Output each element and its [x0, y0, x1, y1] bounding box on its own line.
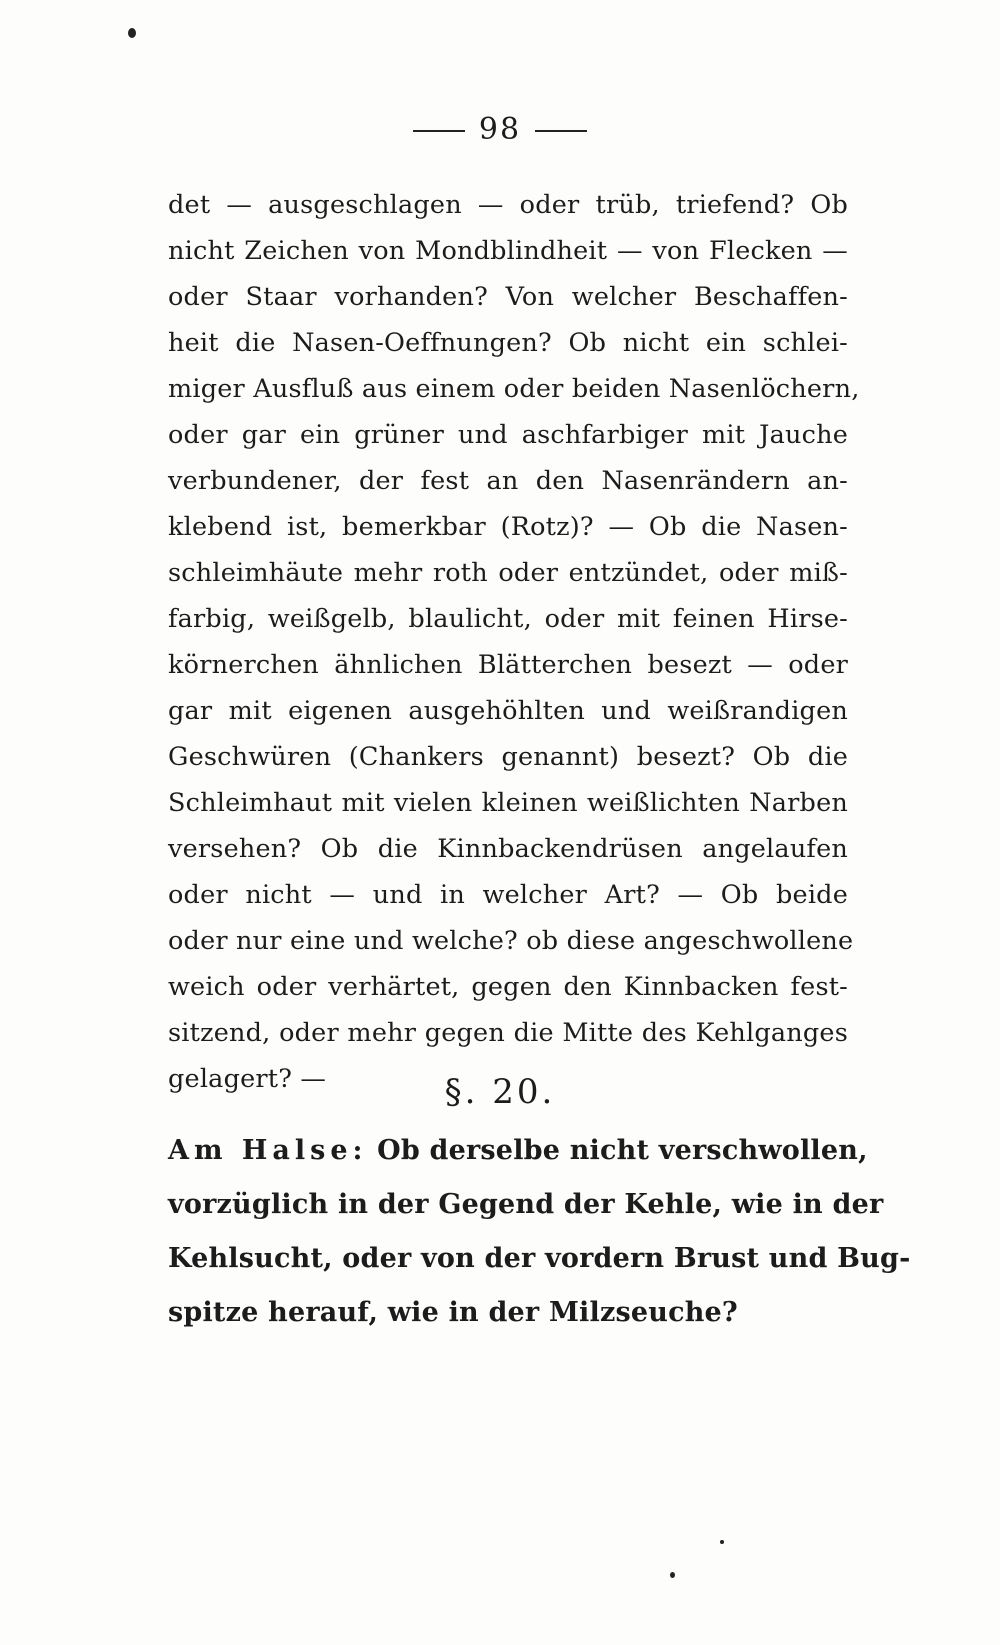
- text-line: miger Ausfluß aus einem oder beiden Nasenlöchern,: [168, 374, 860, 404]
- text-line: Schleimhaut mit vielen kleinen weißlichten Narben: [168, 788, 848, 818]
- paragraph-1: [168, 182, 860, 1102]
- section-heading: §. 20.: [444, 1072, 556, 1112]
- text-line: nicht Zeichen von Mondblindheit — von Flecken —: [168, 236, 848, 266]
- text-line: det — ausgeschlagen — oder trüb, triefend? Ob: [168, 190, 848, 220]
- dash-left: [413, 130, 465, 132]
- text-line: Kehlsucht, oder von der vordern Brust und Bug-: [168, 1243, 911, 1274]
- text-line: gar mit eigenen ausgehöhlten und weißrandigen: [168, 696, 848, 726]
- text-line: versehen? Ob die Kinnbackendrüsen angelaufen: [168, 834, 848, 864]
- text-line: oder Staar vorhanden? Von welcher Beschaffen-: [168, 282, 848, 312]
- text-line: gelagert? —: [168, 1064, 327, 1094]
- text-line: verbundener, der fest an den Nasenrändern an-: [168, 466, 848, 496]
- text-line: körnerchen ähnlichen Blätterchen besezt — oder: [168, 650, 848, 680]
- text-line: farbig, weißgelb, blaulicht, oder mit feinen Hirse-: [168, 604, 848, 634]
- paragraph-2: [168, 1124, 911, 1340]
- dash-right: [535, 130, 587, 132]
- text-line: oder nicht — und in welcher Art? — Ob beide: [168, 880, 848, 910]
- lead-phrase: Am Halse:: [168, 1135, 368, 1166]
- text-line: sitzend, oder mehr gegen die Mitte des Kehlganges: [168, 1018, 848, 1048]
- ink-speck: [720, 1540, 724, 1544]
- text-run: Ob derselbe nicht verschwollen,: [367, 1135, 868, 1166]
- ink-speck: [670, 1572, 675, 1578]
- text-line: spitze herauf, wie in der Milzseuche?: [168, 1297, 738, 1328]
- ink-speck: [128, 28, 136, 38]
- text-line: weich oder verhärtet, gegen den Kinnbacken fest-: [168, 972, 848, 1002]
- page-number: 98: [478, 112, 522, 147]
- text-line: klebend ist, bemerkbar (Rotz)? — Ob die Nasen-: [168, 512, 848, 542]
- running-head: [0, 112, 1000, 147]
- text-line: [168, 1124, 868, 1178]
- text-line: Geschwüren (Chankers genannt) besezt? Ob die: [168, 742, 848, 772]
- text-line: oder gar ein grüner und aschfarbiger mit Jauche: [168, 420, 848, 450]
- text-line: heit die Nasen-Oeffnungen? Ob nicht ein schlei-: [168, 328, 848, 358]
- text-line: vorzüglich in der Gegend der Kehle, wie in der: [168, 1189, 884, 1220]
- text-line: schleimhäute mehr roth oder entzündet, oder miß-: [168, 558, 848, 588]
- text-line: oder nur eine und welche? ob diese angeschwollene: [168, 926, 854, 956]
